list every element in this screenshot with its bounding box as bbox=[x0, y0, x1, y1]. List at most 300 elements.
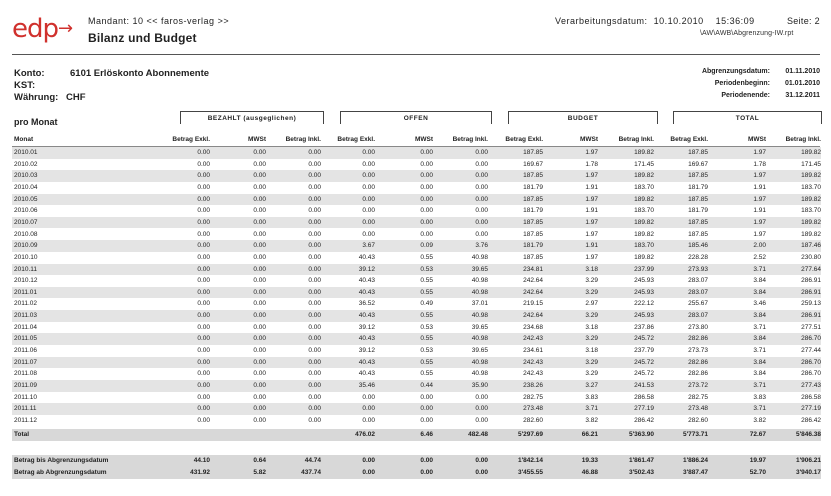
table-cell: 187.46 bbox=[801, 242, 821, 250]
table-cell: 44.10 bbox=[193, 456, 210, 464]
table-cell: 187.85 bbox=[523, 149, 543, 156]
row-label: 2010.11 bbox=[14, 265, 38, 273]
table-cell: 39.12 bbox=[358, 347, 375, 355]
table-cell: 187.85 bbox=[523, 195, 543, 203]
table-cell: 0.00 bbox=[308, 288, 321, 296]
table-cell: 0.00 bbox=[253, 230, 266, 238]
table-cell: 286.42 bbox=[801, 416, 821, 424]
column-header: MWSt bbox=[579, 136, 598, 143]
table-cell: 3.29 bbox=[585, 312, 598, 320]
table-cell: 0.00 bbox=[253, 370, 266, 378]
column-header: Betrag Inkl. bbox=[285, 136, 321, 143]
table-cell: 0.00 bbox=[308, 335, 321, 343]
table-cell: 19.97 bbox=[749, 456, 766, 464]
table-cell: 3.29 bbox=[585, 358, 598, 366]
table-cell: 0.00 bbox=[308, 183, 321, 191]
table-cell: 189.82 bbox=[634, 230, 654, 238]
table-cell: 283.07 bbox=[688, 288, 708, 296]
table-cell: 187.85 bbox=[523, 253, 543, 261]
table-cell: 0.00 bbox=[197, 323, 210, 331]
report-title: Bilanz und Budget bbox=[88, 31, 197, 45]
table-cell: 0.00 bbox=[362, 405, 375, 413]
table-cell: 0.53 bbox=[420, 347, 433, 355]
table-cell: 0.00 bbox=[197, 230, 210, 238]
table-cell: 286.91 bbox=[801, 288, 821, 296]
table-row bbox=[12, 217, 821, 229]
table-cell: 183.70 bbox=[634, 207, 654, 215]
table-cell: 0.00 bbox=[420, 230, 433, 238]
group-header-offen: OFFEN bbox=[340, 111, 492, 124]
table-row bbox=[12, 275, 821, 287]
table-cell: 0.00 bbox=[362, 393, 375, 401]
table-cell: 35.90 bbox=[471, 382, 488, 389]
row-label: 2011.12 bbox=[14, 416, 38, 424]
table-cell: 0.00 bbox=[420, 393, 433, 401]
table-cell: 0.00 bbox=[362, 230, 375, 238]
table-cell: 3.27 bbox=[585, 382, 598, 389]
table-cell: 0.00 bbox=[420, 207, 433, 215]
table-cell: 3.83 bbox=[585, 393, 598, 401]
table-cell: 187.85 bbox=[523, 172, 543, 180]
group-header-total: TOTAL bbox=[673, 111, 822, 124]
summary-row bbox=[12, 455, 821, 467]
table-cell: 183.70 bbox=[634, 183, 654, 191]
table-cell: 35.46 bbox=[358, 382, 375, 389]
table-cell: 0.00 bbox=[197, 370, 210, 378]
table-cell: 0.00 bbox=[253, 172, 266, 180]
table-cell: 0.00 bbox=[475, 149, 488, 156]
column-header-monat: Monat bbox=[14, 136, 34, 143]
table-cell: 189.82 bbox=[634, 195, 654, 203]
table-cell: 222.12 bbox=[634, 300, 654, 308]
row-label: 2010.07 bbox=[14, 218, 38, 226]
header-divider bbox=[12, 54, 820, 55]
table-cell: 181.79 bbox=[688, 207, 708, 215]
table-cell: 245.72 bbox=[634, 358, 654, 366]
table-cell: 0.00 bbox=[197, 149, 210, 156]
table-cell: 0.00 bbox=[253, 347, 266, 355]
table-cell: 183.70 bbox=[634, 242, 654, 250]
table-cell: 0.00 bbox=[308, 277, 321, 285]
table-cell: 0.00 bbox=[362, 195, 375, 203]
table-cell: 0.00 bbox=[362, 416, 375, 424]
table-cell: 3.71 bbox=[753, 265, 766, 273]
table-cell: 0.00 bbox=[253, 160, 266, 168]
column-header: Betrag Exkl. bbox=[337, 136, 375, 143]
table-cell: 3.84 bbox=[753, 277, 766, 285]
table-cell: 2.00 bbox=[753, 242, 766, 250]
table-cell: 0.00 bbox=[362, 468, 375, 476]
table-cell: 286.91 bbox=[801, 277, 821, 285]
abgrenzungsdatum-label: Abgrenzungsdatum: bbox=[701, 68, 770, 75]
table-row bbox=[12, 345, 821, 357]
table-cell: 1.97 bbox=[585, 253, 598, 261]
table-cell: 0.00 bbox=[420, 416, 433, 424]
table-cell: 0.00 bbox=[197, 265, 210, 273]
table-cell: 0.00 bbox=[197, 195, 210, 203]
table-cell: 1.97 bbox=[585, 230, 598, 238]
table-cell: 187.85 bbox=[523, 218, 543, 226]
table-cell: 0.00 bbox=[197, 218, 210, 226]
table-cell: 0.00 bbox=[308, 160, 321, 168]
table-row bbox=[12, 264, 821, 276]
table-cell: 283.07 bbox=[688, 277, 708, 285]
table-cell: 1.91 bbox=[753, 207, 766, 215]
row-label: 2011.04 bbox=[14, 323, 38, 331]
table-cell: 0.53 bbox=[420, 323, 433, 331]
row-label: Betrag bis Abgrenzungsdatum bbox=[14, 456, 109, 464]
table-cell: 181.79 bbox=[523, 242, 543, 250]
table-cell: 0.00 bbox=[420, 149, 433, 156]
table-cell: 40.98 bbox=[471, 335, 488, 343]
table-cell: 0.00 bbox=[197, 207, 210, 215]
table-cell: 0.00 bbox=[308, 230, 321, 238]
table-cell: 40.43 bbox=[358, 277, 375, 285]
table-row bbox=[12, 333, 821, 345]
table-row bbox=[12, 287, 821, 299]
table-cell: 1.91 bbox=[585, 242, 598, 250]
table-cell: 0.00 bbox=[308, 323, 321, 331]
row-label: 2010.09 bbox=[14, 242, 38, 250]
table-cell: 3.76 bbox=[475, 242, 488, 250]
table-cell: 3'455.55 bbox=[517, 468, 543, 476]
table-cell: 181.79 bbox=[523, 183, 543, 191]
table-cell: 1.91 bbox=[585, 183, 598, 191]
table-cell: 3.46 bbox=[753, 300, 766, 308]
table-cell: 2.52 bbox=[753, 253, 766, 261]
table-cell: 245.72 bbox=[634, 370, 654, 378]
table-cell: 0.55 bbox=[420, 288, 433, 296]
table-cell: 0.00 bbox=[308, 393, 321, 401]
table-cell: 0.44 bbox=[420, 382, 433, 389]
table-cell: 3.84 bbox=[753, 288, 766, 296]
table-cell: 3.18 bbox=[585, 265, 598, 273]
table-cell: 0.00 bbox=[253, 277, 266, 285]
table-cell: 189.82 bbox=[634, 218, 654, 226]
table-cell: 39.12 bbox=[358, 265, 375, 273]
table-cell: 286.70 bbox=[801, 370, 821, 378]
row-label: 2010.01 bbox=[14, 149, 38, 156]
table-cell: 40.43 bbox=[358, 370, 375, 378]
table-cell: 189.82 bbox=[801, 218, 821, 226]
table-cell: 3'502.43 bbox=[628, 468, 654, 476]
table-cell: 0.00 bbox=[420, 405, 433, 413]
table-row bbox=[12, 147, 821, 159]
table-cell: 3.67 bbox=[362, 242, 375, 250]
table-cell: 0.00 bbox=[197, 393, 210, 401]
row-label: 2010.05 bbox=[14, 195, 38, 203]
table-cell: 0.00 bbox=[197, 242, 210, 250]
row-label: 2010.12 bbox=[14, 277, 38, 285]
table-cell: 3.82 bbox=[753, 416, 766, 424]
total-row bbox=[12, 429, 821, 441]
summary-row bbox=[12, 467, 821, 479]
periodenende-value: 31.12.2011 bbox=[785, 92, 820, 99]
table-cell: 1.97 bbox=[585, 149, 598, 156]
table-cell: 3.71 bbox=[753, 347, 766, 355]
mandant-label: Mandant: 10 << faros-verlag >> bbox=[88, 16, 230, 26]
table-cell: 3.71 bbox=[753, 382, 766, 389]
table-cell: 169.67 bbox=[523, 160, 543, 168]
column-header: Betrag Exkl. bbox=[172, 136, 210, 143]
table-cell: 245.93 bbox=[634, 312, 654, 320]
row-label: 2011.07 bbox=[14, 358, 38, 366]
table-cell: 3.84 bbox=[753, 312, 766, 320]
table-cell: 0.49 bbox=[420, 300, 433, 308]
table-cell: 1.91 bbox=[585, 207, 598, 215]
table-cell: 286.91 bbox=[801, 312, 821, 320]
waehrung-label: Währung: bbox=[14, 92, 59, 103]
table-cell: 3.84 bbox=[753, 370, 766, 378]
table-cell: 0.00 bbox=[197, 347, 210, 355]
table-cell: 0.00 bbox=[197, 253, 210, 261]
table-cell: 5'363.90 bbox=[628, 430, 654, 438]
row-label: Betrag ab Abgrenzungsdatum bbox=[14, 468, 107, 476]
table-cell: 0.00 bbox=[253, 393, 266, 401]
table-cell: 189.82 bbox=[801, 195, 821, 203]
table-cell: 0.00 bbox=[475, 218, 488, 226]
table-cell: 0.00 bbox=[420, 160, 433, 168]
table-cell: 0.00 bbox=[308, 242, 321, 250]
group-header-budget: BUDGET bbox=[508, 111, 658, 124]
table-cell: 187.85 bbox=[688, 218, 708, 226]
table-cell: 0.00 bbox=[308, 312, 321, 320]
table-cell: 0.00 bbox=[475, 160, 488, 168]
table-cell: 0.00 bbox=[308, 370, 321, 378]
column-header: Betrag Inkl. bbox=[452, 136, 488, 143]
table-row bbox=[12, 252, 821, 264]
table-cell: 3.29 bbox=[585, 288, 598, 296]
table-cell: 242.64 bbox=[523, 277, 543, 285]
table-cell: 0.00 bbox=[308, 358, 321, 366]
table-cell: 230.80 bbox=[801, 253, 821, 261]
table-cell: 0.00 bbox=[475, 456, 488, 464]
column-header: Betrag Inkl. bbox=[785, 136, 821, 143]
table-cell: 0.09 bbox=[420, 242, 433, 250]
column-header: MWSt bbox=[414, 136, 433, 143]
report-path: \AW\AWB\Abgrenzung-IW.rpt bbox=[700, 30, 794, 37]
table-cell: 39.65 bbox=[471, 347, 488, 355]
table-cell: 0.00 bbox=[475, 207, 488, 215]
table-cell: 431.92 bbox=[190, 468, 210, 476]
table-cell: 0.00 bbox=[197, 183, 210, 191]
table-cell: 0.00 bbox=[308, 172, 321, 180]
group-header-bezahlt: BEZAHLT (ausgeglichen) bbox=[180, 111, 324, 124]
table-cell: 0.55 bbox=[420, 335, 433, 343]
table-cell: 3.83 bbox=[753, 393, 766, 401]
table-cell: 183.70 bbox=[801, 183, 821, 191]
table-cell: 40.98 bbox=[471, 358, 488, 366]
row-label: 2011.01 bbox=[14, 288, 38, 296]
table-cell: 44.74 bbox=[304, 456, 321, 464]
table-cell: 234.68 bbox=[523, 323, 543, 331]
table-cell: 189.82 bbox=[634, 253, 654, 261]
table-cell: 185.46 bbox=[688, 242, 708, 250]
table-cell: 36.52 bbox=[358, 300, 375, 308]
table-cell: 181.79 bbox=[688, 183, 708, 191]
table-cell: 3.82 bbox=[585, 416, 598, 424]
table-cell: 286.58 bbox=[634, 393, 654, 401]
table-cell: 277.43 bbox=[801, 382, 821, 389]
edp-logo: edp→ bbox=[12, 14, 73, 44]
table-cell: 1.91 bbox=[753, 183, 766, 191]
pro-monat-label: pro Monat bbox=[14, 117, 58, 127]
table-cell: 1.97 bbox=[753, 218, 766, 226]
table-row bbox=[12, 240, 821, 252]
table-cell: 273.72 bbox=[688, 382, 708, 389]
table-cell: 3.29 bbox=[585, 277, 598, 285]
table-cell: 0.00 bbox=[197, 300, 210, 308]
table-cell: 242.43 bbox=[523, 370, 543, 378]
table-cell: 245.72 bbox=[634, 335, 654, 343]
table-cell: 3.18 bbox=[585, 347, 598, 355]
table-cell: 0.00 bbox=[253, 149, 266, 156]
table-cell: 482.48 bbox=[468, 430, 488, 438]
table-cell: 273.80 bbox=[688, 323, 708, 331]
table-cell: 0.00 bbox=[197, 405, 210, 413]
table-row bbox=[12, 322, 821, 334]
table-cell: 0.00 bbox=[420, 468, 433, 476]
table-cell: 3.29 bbox=[585, 335, 598, 343]
table-cell: 219.15 bbox=[523, 300, 543, 308]
abgrenzungsdatum-value: 01.11.2010 bbox=[785, 68, 820, 75]
row-label: 2011.10 bbox=[14, 393, 38, 401]
table-cell: 0.00 bbox=[362, 183, 375, 191]
table-cell: 0.00 bbox=[308, 149, 321, 156]
table-cell: 0.00 bbox=[308, 207, 321, 215]
table-cell: 1.97 bbox=[753, 149, 766, 156]
table-cell: 273.93 bbox=[688, 265, 708, 273]
table-cell: 5.82 bbox=[253, 468, 266, 476]
table-cell: 0.00 bbox=[253, 323, 266, 331]
table-cell: 181.79 bbox=[523, 207, 543, 215]
table-cell: 0.00 bbox=[420, 195, 433, 203]
table-cell: 0.00 bbox=[362, 149, 375, 156]
table-cell: 0.00 bbox=[420, 218, 433, 226]
table-cell: 0.00 bbox=[420, 183, 433, 191]
row-label: 2011.08 bbox=[14, 370, 38, 378]
table-cell: 282.75 bbox=[688, 393, 708, 401]
table-row bbox=[12, 392, 821, 404]
table-cell: 40.98 bbox=[471, 312, 488, 320]
table-cell: 0.00 bbox=[475, 405, 488, 413]
table-cell: 0.55 bbox=[420, 358, 433, 366]
table-cell: 3.29 bbox=[585, 370, 598, 378]
table-cell: 255.67 bbox=[688, 300, 708, 308]
table-cell: 183.70 bbox=[801, 207, 821, 215]
table-cell: 6.46 bbox=[420, 430, 433, 438]
table-cell: 0.00 bbox=[308, 347, 321, 355]
page-number: Seite: 2 bbox=[787, 16, 820, 26]
table-cell: 0.00 bbox=[197, 335, 210, 343]
column-header: MWSt bbox=[747, 136, 766, 143]
table-cell: 1'861.47 bbox=[628, 456, 654, 464]
table-cell: 0.64 bbox=[253, 456, 266, 464]
table-cell: 1.78 bbox=[753, 160, 766, 168]
table-cell: 0.00 bbox=[197, 312, 210, 320]
table-cell: 237.79 bbox=[634, 347, 654, 355]
table-cell: 0.00 bbox=[362, 160, 375, 168]
table-cell: 0.00 bbox=[253, 405, 266, 413]
table-cell: 0.00 bbox=[197, 358, 210, 366]
table-cell: 286.58 bbox=[801, 393, 821, 401]
table-cell: 234.81 bbox=[523, 265, 543, 273]
konto-label: Konto: bbox=[14, 68, 45, 79]
row-label: 2010.04 bbox=[14, 183, 38, 191]
row-label: 2010.03 bbox=[14, 172, 38, 180]
konto-value: 6101 Erlöskonto Abonnemente bbox=[70, 68, 210, 79]
table-cell: 0.55 bbox=[420, 253, 433, 261]
table-cell: 169.67 bbox=[688, 160, 708, 168]
table-cell: 0.00 bbox=[197, 277, 210, 285]
table-cell: 171.45 bbox=[801, 160, 821, 168]
table-cell: 0.00 bbox=[253, 382, 266, 389]
table-cell: 3'887.47 bbox=[682, 468, 708, 476]
table-cell: 234.61 bbox=[523, 347, 543, 355]
table-cell: 72.67 bbox=[749, 430, 766, 438]
table-cell: 0.00 bbox=[308, 265, 321, 273]
table-cell: 0.00 bbox=[362, 456, 375, 464]
table-cell: 0.00 bbox=[475, 230, 488, 238]
processing-date: Verarbeitungsdatum: 10.10.2010 15:36:09 bbox=[555, 16, 755, 26]
table-cell: 0.53 bbox=[420, 265, 433, 273]
table-row bbox=[12, 415, 821, 427]
table-cell: 5'846.38 bbox=[795, 430, 821, 438]
table-cell: 0.00 bbox=[308, 405, 321, 413]
table-cell: 0.00 bbox=[197, 172, 210, 180]
table-cell: 3.71 bbox=[585, 405, 598, 413]
table-cell: 37.01 bbox=[471, 300, 488, 308]
table-cell: 0.00 bbox=[253, 335, 266, 343]
table-cell: 242.43 bbox=[523, 358, 543, 366]
table-cell: 0.00 bbox=[308, 253, 321, 261]
table-cell: 0.00 bbox=[308, 218, 321, 226]
table-cell: 0.00 bbox=[362, 207, 375, 215]
table-cell: 241.53 bbox=[634, 382, 654, 389]
table-cell: 0.00 bbox=[253, 300, 266, 308]
table-row bbox=[12, 205, 821, 217]
table-cell: 237.99 bbox=[634, 265, 654, 273]
table-cell: 0.00 bbox=[253, 242, 266, 250]
table-cell: 0.55 bbox=[420, 277, 433, 285]
table-cell: 0.00 bbox=[253, 265, 266, 273]
table-row bbox=[12, 310, 821, 322]
table-cell: 189.82 bbox=[634, 149, 654, 156]
table-cell: 0.00 bbox=[475, 195, 488, 203]
table-cell: 40.98 bbox=[471, 277, 488, 285]
table-cell: 189.82 bbox=[634, 172, 654, 180]
table-cell: 1'886.24 bbox=[682, 456, 708, 464]
arrow-icon: → bbox=[58, 18, 73, 39]
table-cell: 3.18 bbox=[585, 323, 598, 331]
table-cell: 187.85 bbox=[688, 149, 708, 156]
table-cell: 0.00 bbox=[253, 183, 266, 191]
table-cell: 0.00 bbox=[475, 393, 488, 401]
column-header: Betrag Exkl. bbox=[505, 136, 543, 143]
table-cell: 286.42 bbox=[634, 416, 654, 424]
table-cell: 39.65 bbox=[471, 323, 488, 331]
table-cell: 40.98 bbox=[471, 288, 488, 296]
row-label: 2011.09 bbox=[14, 382, 38, 389]
kst-label: KST: bbox=[14, 80, 36, 91]
table-cell: 437.74 bbox=[301, 468, 321, 476]
table-cell: 238.26 bbox=[523, 382, 543, 389]
table-cell: 273.48 bbox=[688, 405, 708, 413]
table-cell: 277.19 bbox=[801, 405, 821, 413]
table-cell: 1.97 bbox=[585, 195, 598, 203]
table-cell: 0.00 bbox=[475, 172, 488, 180]
table-cell: 0.00 bbox=[253, 207, 266, 215]
